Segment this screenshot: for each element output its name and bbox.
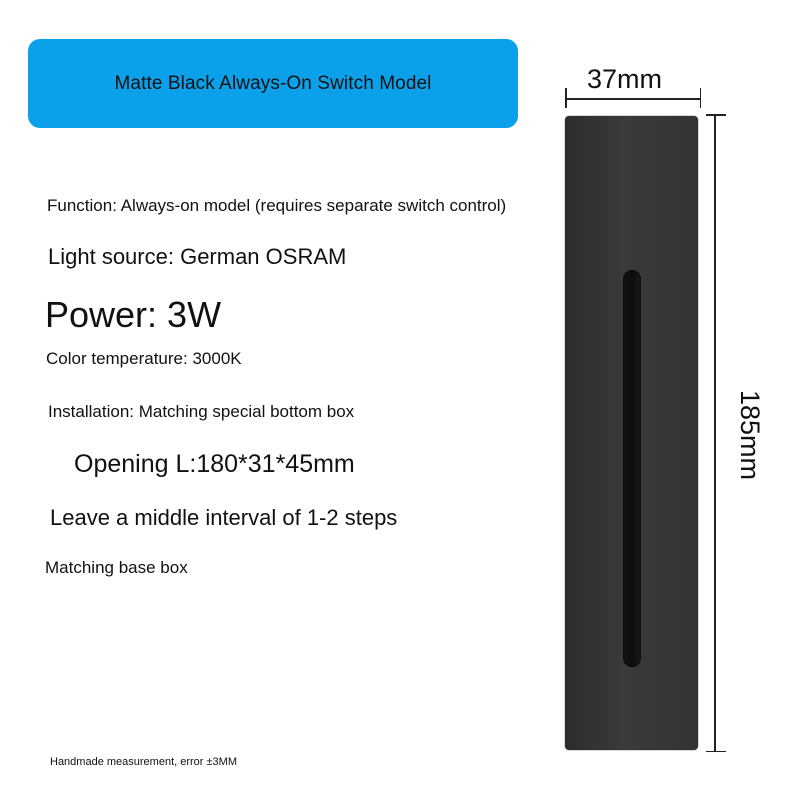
spec-color-temperature: Color temperature: 3000K [46,349,242,368]
spec-interval: Leave a middle interval of 1-2 steps [50,505,398,530]
spec-opening: Opening L:180*31*45mm [74,450,355,478]
measurement-note: Handmade measurement, error ±3MM [50,756,237,768]
height-dimension-line [706,114,726,752]
width-dimension-label: 37mm [587,64,663,94]
height-dimension-label: 185mm [735,390,765,481]
spec-power: Power: 3W [45,294,222,335]
spec-function: Function: Always-on model (requires separate switch control) [47,196,507,215]
title-banner [28,39,518,128]
banner-title: Matte Black Always-On Switch Model [114,72,432,94]
spec-light-source: Light source: German OSRAM [48,244,347,269]
light-slot [623,270,641,667]
product-image [565,116,698,750]
spec-installation: Installation: Matching special bottom box [48,402,355,421]
spec-base-box: Matching base box [45,558,188,577]
